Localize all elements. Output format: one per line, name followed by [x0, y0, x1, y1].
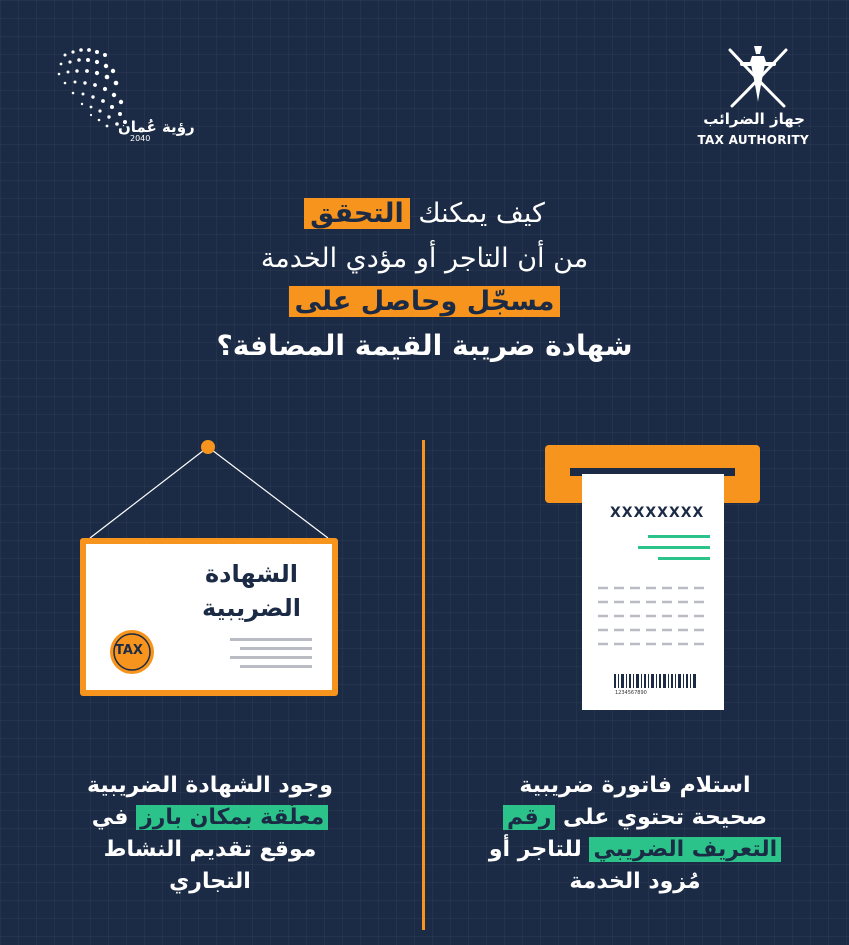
receipt-tax-number: XXXXXXXX — [610, 505, 705, 521]
headline-line-1 — [0, 198, 849, 229]
caption-right-line-2 — [445, 802, 825, 834]
vision-logo-year: 2040 — [130, 134, 151, 143]
center-divider — [422, 440, 425, 930]
tax-authority-name-ar: جهاز الضرائب — [703, 110, 805, 128]
caption-right-line-1: استلام فاتورة ضريبية — [519, 773, 751, 798]
tax-badge-icon: TAX — [115, 643, 143, 658]
headline-line-3 — [0, 286, 849, 317]
vision-logo-text: رؤية عُمان — [118, 118, 195, 136]
caption-left-highlight: معلّقة بمكان بارز — [136, 805, 328, 830]
caption-receipt — [445, 770, 825, 898]
headline-line-2: من أن التاجر أو مؤدي الخدمة — [260, 243, 589, 274]
tax-authority-name-en: TAX AUTHORITY — [697, 133, 809, 147]
receipt-illustration — [540, 440, 770, 720]
headline-highlight-verify: التحقق — [304, 198, 410, 229]
headline-line-4: شهادة ضريبة القيمة المضافة؟ — [216, 329, 633, 362]
caption-left-line-2 — [30, 802, 390, 834]
caption-certificate — [30, 770, 390, 898]
caption-left-line-2-rest: في — [91, 804, 129, 830]
caption-left-line-1: وجود الشهادة الضريبية — [87, 773, 333, 798]
caption-right-line-4: مُزود الخدمة — [569, 868, 701, 894]
caption-left-line-3: موقع تقديم النشاط — [103, 836, 317, 862]
certificate-title-line-2: الضريبية — [202, 594, 301, 622]
certificate-title-line-1: الشهادة — [205, 560, 298, 588]
caption-right-highlight-taxid: التعريف الضريبي — [589, 837, 781, 862]
caption-right-highlight-number: رقم — [503, 805, 555, 830]
headline-highlight-registered: مسجّل وحاصل على — [289, 286, 561, 317]
caption-right-line-3 — [445, 834, 825, 866]
caption-right-line-2-rest: صحيحة تحتوي على — [563, 804, 767, 830]
caption-left-line-4: التجاري — [169, 868, 251, 894]
caption-right-line-3-rest: للتاجر أو — [488, 836, 582, 862]
receipt-barcode-number: 1234567890 — [615, 690, 647, 696]
headline-prefix: كيف يمكنك — [418, 198, 545, 229]
oman-emblem-icon — [718, 40, 798, 110]
